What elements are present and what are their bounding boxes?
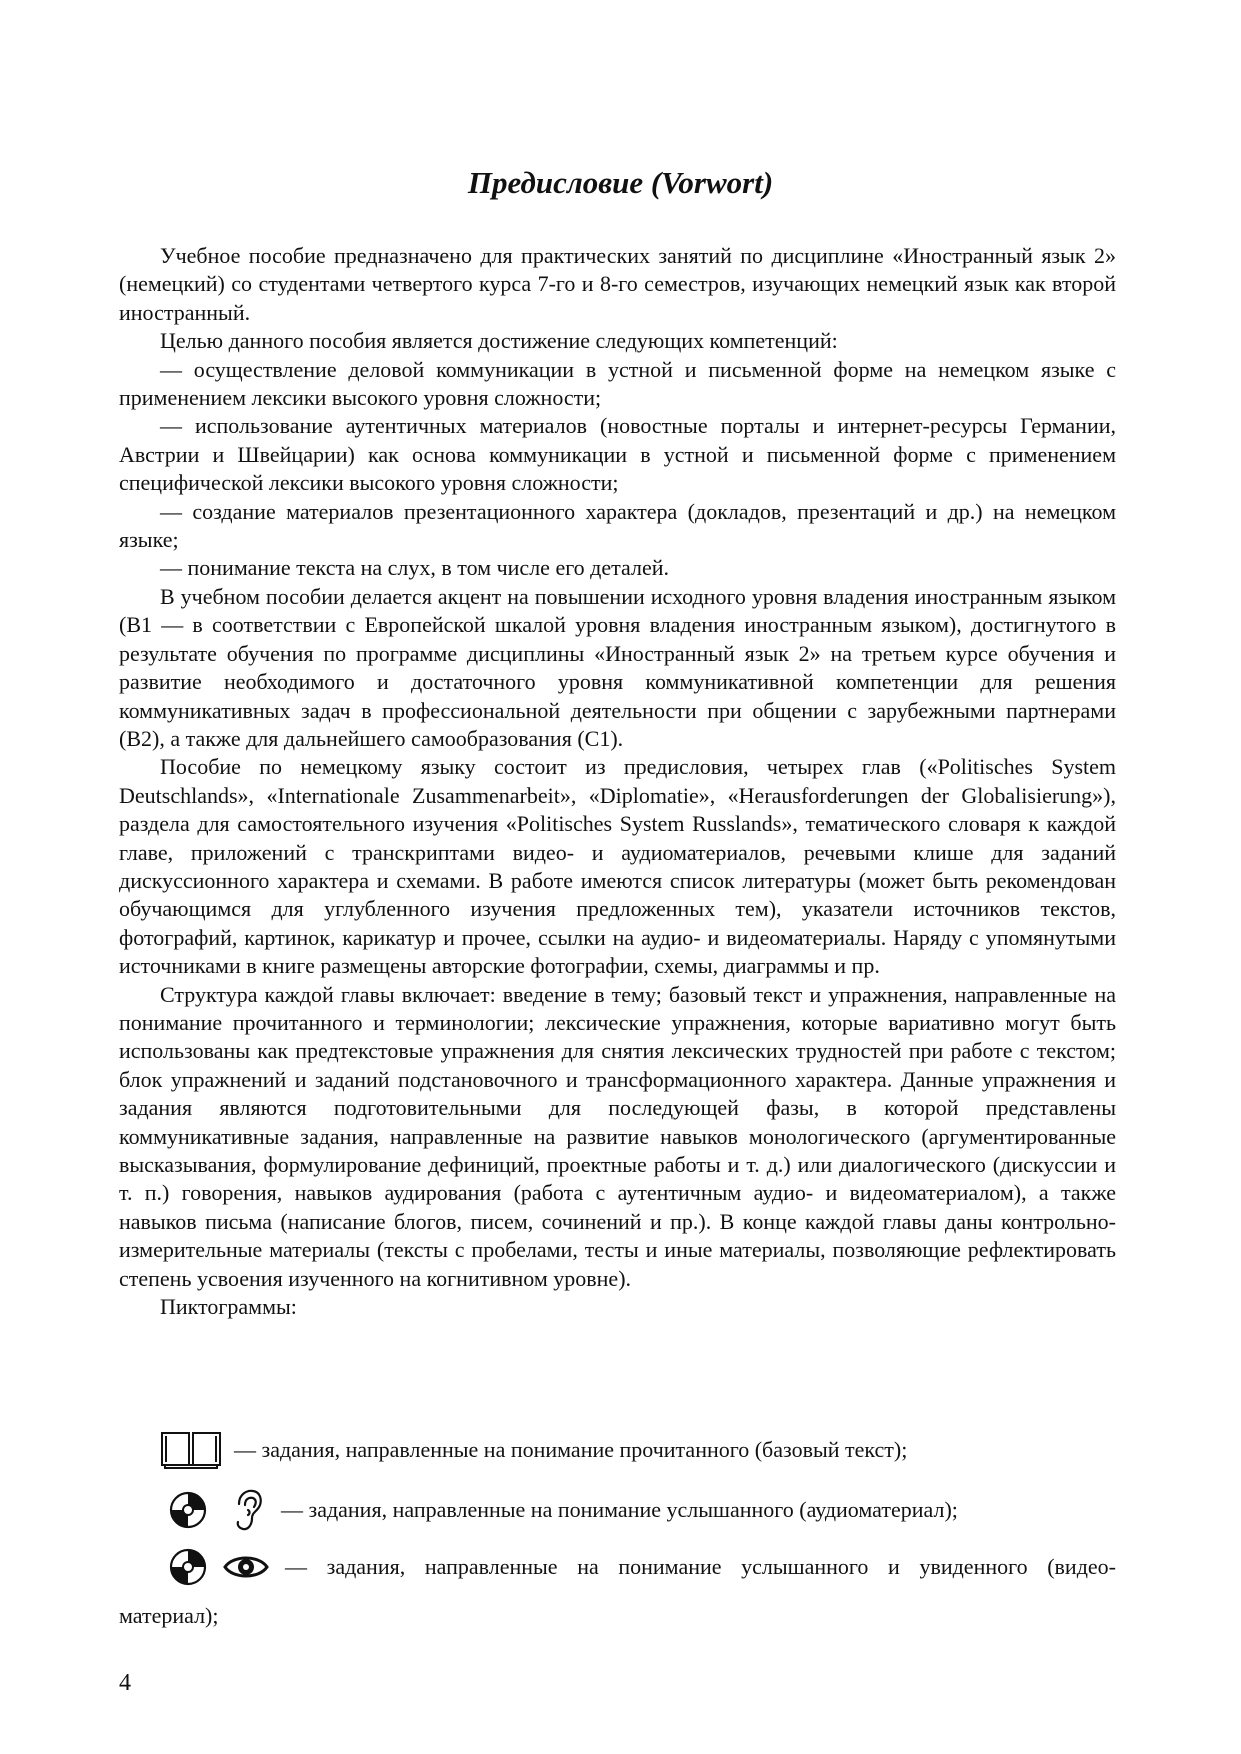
paragraph: — использование аутентичных материалов (новостные порталы и интернет-ресурсы Германии, Австрии и Швейцарии) как основа коммуникации в устной и письменной форме с применением специфической лексики высокого уровня сложности; xyxy=(119,413,1116,496)
paragraph: — осуществление деловой коммуникации в устной и письменной форме на немецком языке с применением лексики высокого уровня сложности; xyxy=(119,356,1116,411)
pictogram-text: — задания, направленные на понимание прочитанного (базовый текст); xyxy=(234,1437,908,1462)
paragraph: Структура каждой главы включает: введение в тему; базовый текст и упражнения, направленные на понимание прочитанного и терминологии; лексические упражнения, которые вариативно могут быть использованы как предтекстовые упражнения для снятия лексических трудностей при работе с текстом; блок упражнений и заданий подстановочного и трансформационного характера. Данные упражнения и задания являются подготовительными для последующей фазы, в которой представлены коммуникативные задания, направленные на развитие навыков монологического (аргументированные высказывания, формулирование дефиниций, проектные работы и т. д.) или диалогического (дискуссии и т. п.) говорения, навыков аудирования (работа с аутентичным аудио- и видеоматериалом), а также навыков письма (написание блогов, писем, сочинений и пр.). В конце каждой главы даны контрольно-измерительные материалы (тексты с пробелами, тесты и иные материалы, позволяющие рефлектировать степень усвоения изученного на когнитивном уровне). xyxy=(119,981,1116,1291)
pictogram-text: — задания, направленные на понимание услышанного (аудиоматериал); xyxy=(281,1497,958,1522)
pictogram-text-continuation: материал); xyxy=(119,1603,219,1628)
pictogram-text: — задания, направленные на понимание услышанного и увиденного (видео- xyxy=(285,1554,1116,1579)
disc-icon xyxy=(169,1491,207,1529)
paragraph: Учебное пособие предназначено для практических занятий по дисциплине «Иностранный язык 2» (немецкий) со студентами четвертого курса 7-го и 8-го семестров, изучающих немецкий язык как второй иностранный. xyxy=(119,243,1116,325)
paragraph: Пособие по немецкому языку состоит из предисловия, четырех глав («Politisches System Deutschlands», «Internationale Zusammenarbeit», «Diplomatie», «Herausforderungen der Globalisierung»), раздела для самостоятельного изучения «Politisches System Russlands», тематического словаря к каждой главе, приложений с транскриптами видео- и аудиоматериалов, речевыми клише для заданий дискуссионного характера и схемами. В работе имеются список литературы (может быть рекомендован обучающимся для углубленного изучения предложенных тем), указатели источников текстов, фотографий, картинок, карикатур и прочее, ссылки на аудио- и видеоматериалы. Наряду с упомянутыми источниками в книге размещены авторские фотографии, схемы, диаграммы и пр. xyxy=(119,754,1116,979)
eye-icon xyxy=(223,1552,269,1582)
open-book-icon xyxy=(160,1430,222,1470)
pictogram-row-audio xyxy=(119,1488,1116,1532)
paragraph: Пиктограммы: xyxy=(160,1294,297,1320)
paragraph: — понимание текста на слух, в том числе его деталей. xyxy=(160,555,669,581)
paragraph: Целью данного пособия является достижение следующих компетенций: xyxy=(160,328,838,354)
pictogram-legend xyxy=(119,1430,1116,1660)
paragraph: В учебном пособии делается акцент на повышении исходного уровня владения иностранным языком (В1 — в соответствии с Европейской шкалой уровня владения иностранным языком), достигнутого в результате обучения по программе дисциплины «Иностранный язык 2» на третьем курсе обучения и развитие необходимого и достаточного уровня коммуникативной компетенции для решения коммуникативных задач в профессиональной деятельности при общении с зарубежными партнерами (В2), а также для дальнейшего самообразования (С1). xyxy=(119,583,1116,751)
page-title: Предисловие (Vorwort) xyxy=(467,165,774,200)
paragraph: — создание материалов презентационного характера (докладов, презентаций и др.) на немецком языке; xyxy=(119,498,1116,553)
page-number: 4 xyxy=(119,1670,131,1696)
ear-icon xyxy=(233,1488,263,1532)
pictogram-row-reading xyxy=(119,1430,1116,1470)
body-text xyxy=(119,242,1116,1321)
pictogram-row-video xyxy=(119,1548,1116,1586)
disc-icon xyxy=(169,1548,207,1586)
